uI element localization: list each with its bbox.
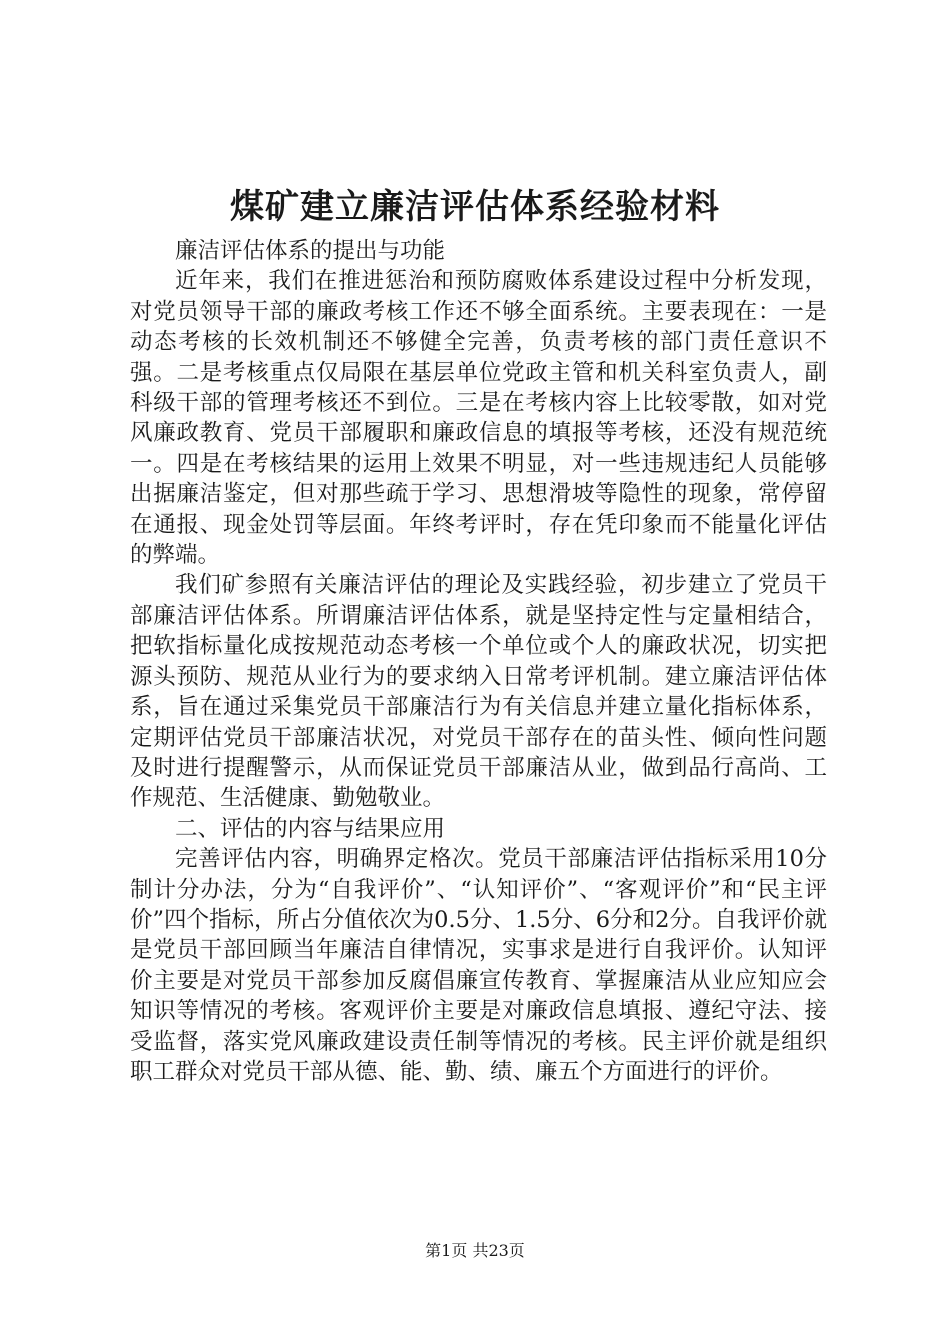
- document-title: 煤矿建立廉洁评估体系经验材料: [230, 187, 720, 227]
- page-footer: 第1页 共23页: [425, 1241, 525, 1260]
- section-heading: 二、评估的内容与结果应用: [175, 815, 446, 842]
- document-body: [130, 236, 827, 1087]
- body-paragraph: 完善评估内容，明确界定格次。党员干部廉洁评估指标采用10分制计分办法，分为“自我评价”、“认知评价”、“客观评价”和“民主评价”四个指标，所占分值依次为0.5分、1.5分、6分和2分。自我评价就是党员干部回顾当年廉洁自律情况，实事求是进行自我评价。认知评价主要是对党员干部参加反腐倡廉宣传教育、掌握廉洁从业应知应会知识等情况的考核。客观评价主要是对廉政信息填报、遵纪守法、接受监督，落实党风廉政建设责任制等情况的考核。民主评价就是组织职工群众对党员干部从德、能、勤、绩、廉五个方面进行的评价。: [130, 846, 827, 1085]
- body-paragraph: 近年来，我们在推进惩治和预防腐败体系建设过程中分析发现，对党员领导干部的廉政考核工作还不够全面系统。主要表现在：一是动态考核的长效机制还不够健全完善，负责考核的部门责任意识不强。二是考核重点仅局限在基层单位党政主管和机关科室负责人，副科级干部的管理考核还不到位。三是在考核内容上比较零散，如对党风廉政教育、党员干部履职和廉政信息的填报等考核，还没有规范统一。四是在考核结果的运用上效果不明显，对一些违规违纪人员能够出据廉洁鉴定，但对那些疏于学习、思想滑坡等隐性的现象，常停留在通报、现金处罚等层面。年终考评时，存在凭印象而不能量化评估的弊端。: [130, 268, 827, 569]
- body-paragraph: 我们矿参照有关廉洁评估的理论及实践经验，初步建立了党员干部廉洁评估体系。所谓廉洁评估体系，就是坚持定性与定量相结合，把软指标量化成按规范动态考核一个单位或个人的廉政状况，切实把源头预防、规范从业行为的要求纳入日常考评机制。建立廉洁评估体系，旨在通过采集党员干部廉洁行为有关信息并建立量化指标体系，定期评估党员干部廉洁状况，对党员干部存在的苗头性、倾向性问题及时进行提醒警示，从而保证党员干部廉洁从业，做到品行高尚、工作规范、生活健康、勤勉敬业。: [130, 572, 827, 812]
- section-heading: 廉洁评估体系的提出与功能: [175, 238, 446, 264]
